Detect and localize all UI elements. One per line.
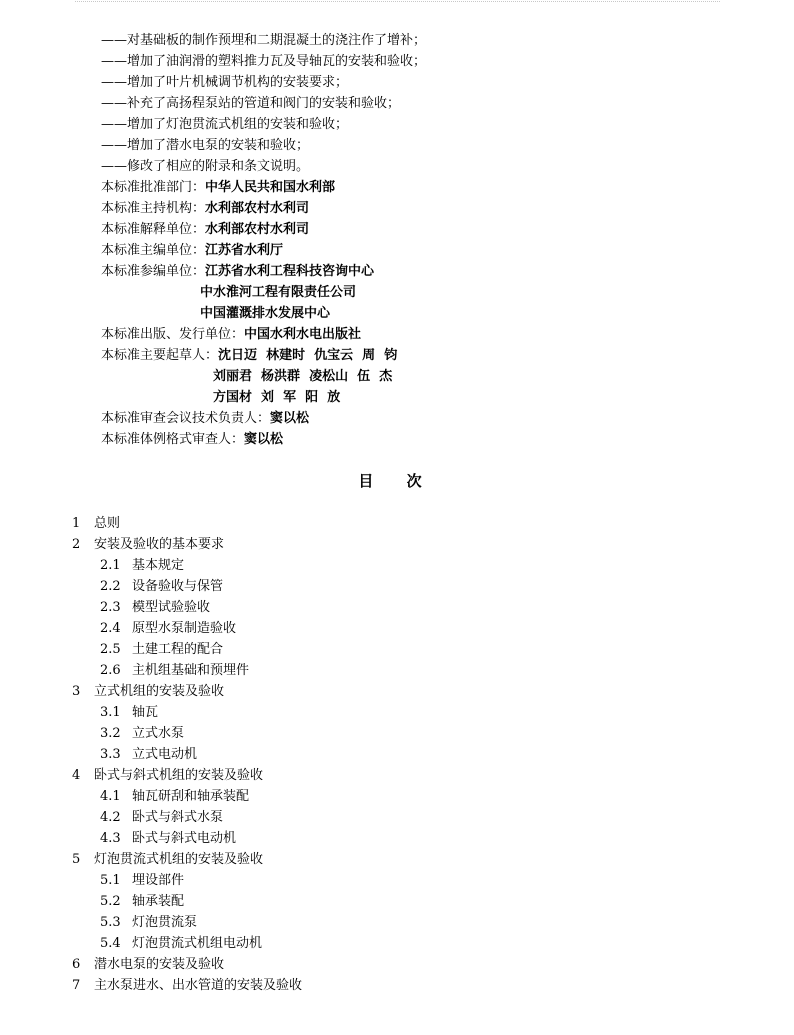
change-item: ——对基础板的制作预埋和二期混凝土的浇注作了增补； — [101, 33, 427, 48]
toc-entry-number: 4.2 — [100, 810, 121, 825]
toc-entry-title: 主机组基础和预埋件 — [132, 663, 250, 678]
drafters-value: 刘丽君 杨洪群 凌松山 伍 杰 — [213, 369, 393, 384]
toc-entry-number: 3.1 — [100, 705, 121, 720]
toc-entry-number: 2.6 — [100, 663, 121, 678]
toc-entry[interactable] — [100, 744, 197, 765]
host-line — [101, 198, 309, 219]
toc-entry-number: 5 — [72, 852, 81, 867]
toc-entry-title: 轴承装配 — [132, 894, 185, 909]
toc-entry-number: 2.5 — [100, 642, 121, 657]
drafters-value: 沈日迈 林建时 仇宝云 周 钧 — [218, 348, 398, 363]
top-divider — [75, 1, 720, 2]
toc-entry[interactable] — [72, 513, 120, 534]
toc-entry[interactable] — [100, 618, 236, 639]
toc-entry-title: 埋设部件 — [132, 873, 185, 888]
toc-entry-number: 5.4 — [100, 936, 121, 951]
review-label: 本标准审查会议技术负责人： — [101, 411, 271, 426]
toc-entry-title: 灯泡贯流式机组电动机 — [132, 936, 263, 951]
toc-entry[interactable] — [100, 576, 223, 597]
toc-entry-title: 原型水泵制造验收 — [132, 621, 237, 636]
approve-line — [101, 177, 335, 198]
toc-entry[interactable] — [72, 765, 263, 786]
format-value: 窦以松 — [244, 432, 284, 447]
publisher-label: 本标准出版、发行单位： — [101, 327, 245, 342]
toc-entry[interactable] — [100, 597, 210, 618]
toc-title: 目 次 — [358, 472, 436, 490]
toc-entry-title: 卧式与斜式水泵 — [132, 810, 224, 825]
review-line — [101, 408, 309, 429]
interpret-line — [101, 219, 309, 240]
toc-entry[interactable] — [100, 807, 223, 828]
toc-entry-title: 灯泡贯流泵 — [132, 915, 198, 930]
toc-entry-title: 基本规定 — [132, 558, 185, 573]
toc-entry-number: 5.3 — [100, 915, 121, 930]
toc-entry-title: 潜水电泵的安装及验收 — [94, 957, 225, 972]
toc-entry-number: 2.4 — [100, 621, 121, 636]
format-label: 本标准体例格式审查人： — [101, 432, 245, 447]
approve-value: 中华人民共和国水利部 — [205, 180, 336, 195]
toc-entry-title: 卧式与斜式电动机 — [132, 831, 237, 846]
interpret-value: 水利部农村水利司 — [205, 222, 310, 237]
toc-entry[interactable] — [100, 933, 262, 954]
toc-entry[interactable] — [72, 975, 302, 996]
toc-entry[interactable] — [100, 870, 184, 891]
change-item: ——增加了叶片机械调节机构的安装要求； — [101, 75, 349, 90]
toc-entry-title: 立式电动机 — [132, 747, 198, 762]
toc-entry-title: 设备验收与保管 — [132, 579, 224, 594]
publisher-line — [101, 324, 361, 345]
review-value: 窦以松 — [270, 411, 310, 426]
toc-entry[interactable] — [100, 891, 184, 912]
toc-entry[interactable] — [100, 639, 223, 660]
approve-label: 本标准批准部门： — [101, 180, 206, 195]
host-value: 水利部农村水利司 — [205, 201, 310, 216]
toc-entry-number: 4.3 — [100, 831, 121, 846]
toc-entry-number: 3.3 — [100, 747, 121, 762]
editor-line — [101, 240, 283, 261]
toc-entry-number: 2 — [72, 537, 81, 552]
coeditor-value: 中水淮河工程有限责任公司 — [200, 285, 357, 300]
toc-entry-title: 安装及验收的基本要求 — [94, 537, 225, 552]
toc-entry-title: 立式水泵 — [132, 726, 185, 741]
coeditor-value: 江苏省水利工程科技咨询中心 — [205, 264, 375, 279]
editor-label: 本标准主编单位： — [101, 243, 206, 258]
toc-entry[interactable] — [100, 786, 249, 807]
toc-entry-title: 模型试验验收 — [132, 600, 211, 615]
toc-entry-title: 立式机组的安装及验收 — [94, 684, 225, 699]
toc-entry-number: 1 — [72, 516, 81, 531]
toc-entry-number: 3.2 — [100, 726, 121, 741]
toc-entry[interactable] — [100, 828, 236, 849]
change-item: ——修改了相应的附录和条文说明。 — [101, 159, 310, 174]
toc-entry-number: 2.3 — [100, 600, 121, 615]
toc-entry[interactable] — [100, 723, 184, 744]
drafters-line — [101, 345, 397, 366]
toc-entry-title: 总则 — [94, 516, 121, 531]
toc-entry-title: 主水泵进水、出水管道的安装及验收 — [94, 978, 303, 993]
toc-entry-title: 卧式与斜式机组的安装及验收 — [94, 768, 264, 783]
toc-entry[interactable] — [72, 681, 224, 702]
toc-entry-number: 4.1 — [100, 789, 121, 804]
toc-entry[interactable] — [100, 912, 197, 933]
toc-entry[interactable] — [100, 555, 184, 576]
toc-entry-number: 4 — [72, 768, 81, 783]
toc-entry-title: 轴瓦研刮和轴承装配 — [132, 789, 250, 804]
toc-entry-number: 6 — [72, 957, 81, 972]
drafters-label: 本标准主要起草人： — [101, 348, 219, 363]
change-item: ——增加了潜水电泵的安装和验收； — [101, 138, 310, 153]
interpret-label: 本标准解释单位： — [101, 222, 206, 237]
coeditor-line — [101, 261, 374, 282]
format-line — [101, 429, 283, 450]
editor-value: 江苏省水利厅 — [205, 243, 284, 258]
coeditor-value: 中国灌溉排水发展中心 — [200, 306, 331, 321]
host-label: 本标准主持机构： — [101, 201, 206, 216]
toc-entry-number: 2.1 — [100, 558, 121, 573]
toc-entry-number: 2.2 — [100, 579, 121, 594]
coeditor-label: 本标准参编单位： — [101, 264, 206, 279]
change-item: ——增加了灯泡贯流式机组的安装和验收； — [101, 117, 349, 132]
publisher-value: 中国水利水电出版社 — [244, 327, 362, 342]
toc-entry[interactable] — [72, 534, 224, 555]
toc-entry[interactable] — [100, 702, 158, 723]
toc-entry-title: 土建工程的配合 — [132, 642, 224, 657]
change-item: ——补充了高扬程泵站的管道和阀门的安装和验收； — [101, 96, 401, 111]
drafters-value: 方国材 刘 军 阳 放 — [213, 390, 341, 405]
toc-entry-title: 轴瓦 — [132, 705, 159, 720]
toc-entry-number: 3 — [72, 684, 81, 699]
toc-entry[interactable] — [72, 954, 224, 975]
toc-entry[interactable] — [100, 660, 249, 681]
toc-entry[interactable] — [72, 849, 263, 870]
change-item: ——增加了油润滑的塑料推力瓦及导轴瓦的安装和验收； — [101, 54, 427, 69]
toc-entry-number: 5.1 — [100, 873, 121, 888]
toc-entry-number: 7 — [72, 978, 81, 993]
toc-entry-number: 5.2 — [100, 894, 121, 909]
toc-entry-title: 灯泡贯流式机组的安装及验收 — [94, 852, 264, 867]
